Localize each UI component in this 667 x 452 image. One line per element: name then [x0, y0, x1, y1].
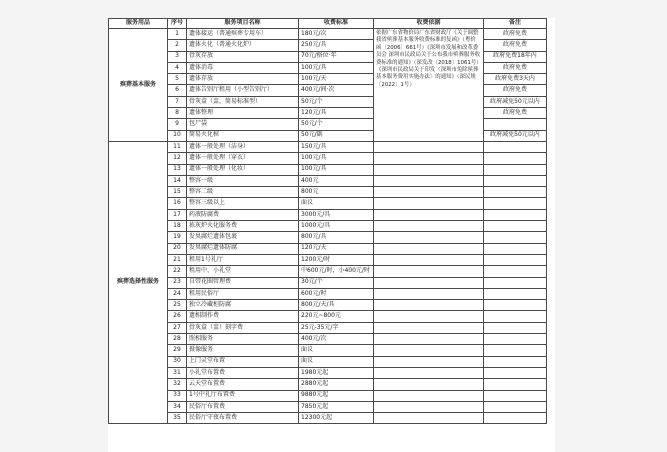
- fee-standard: 9880元起: [299, 390, 374, 401]
- service-name: 药液防腐费: [187, 209, 299, 220]
- table-row: [109, 29, 547, 40]
- row-number: 31: [168, 367, 187, 378]
- fee-basis-empty: [374, 401, 484, 412]
- table-row: [109, 379, 547, 390]
- fee-basis-text: 依据广东省物价局广东省财政厅《关于调整我省殡葬基本服务收费标准的复函》（粤价函〔2006〕661号）《深圳市发展和改革委员会 深圳市民政局关于公布我市殡葬服务收费标准的通知》（深发改〔2018〕1061号）《深圳市民政局关于印发〈深圳市免除殡葬基本服务费用实施办法〉的通知》（深民规〔2022〕1号）: [374, 29, 484, 142]
- row-number: 32: [168, 379, 187, 390]
- remark: [484, 345, 547, 356]
- fee-standard: 400元/间·次: [299, 85, 374, 96]
- remark: [484, 119, 547, 130]
- fee-standard: 50元/个: [299, 119, 374, 130]
- remark: [484, 367, 547, 378]
- row-number: 30: [168, 356, 187, 367]
- row-number: 3: [168, 51, 187, 62]
- service-name: 照相服务: [187, 334, 299, 345]
- remark: [484, 187, 547, 198]
- fee-standard: 180元/次: [299, 29, 374, 40]
- table-row: [109, 277, 547, 288]
- fee-standard: 100元/具: [299, 164, 374, 175]
- table-row: [109, 334, 547, 345]
- fee-table: [108, 18, 547, 424]
- row-number: 7: [168, 96, 187, 107]
- service-name: 租用民俗厅: [187, 288, 299, 299]
- service-name: 遗体一般处理（化妆）: [187, 164, 299, 175]
- row-number: 9: [168, 119, 187, 130]
- row-number: 25: [168, 300, 187, 311]
- service-name: 遗体一般处理（洁身）: [187, 141, 299, 152]
- fee-standard: 1200元/时: [299, 254, 374, 265]
- remark: [484, 266, 547, 277]
- remark: [484, 221, 547, 232]
- fee-standard: 150元/具: [299, 141, 374, 152]
- fee-standard: 120元/具: [299, 108, 374, 119]
- service-name: 遗体接运（普通殡葬专用车）: [187, 29, 299, 40]
- service-name: 遗体存放: [187, 74, 299, 85]
- row-number: 18: [168, 221, 187, 232]
- service-name: 整容二级: [187, 187, 299, 198]
- remark: [484, 311, 547, 322]
- service-name: 遗体一般处理（穿衣）: [187, 153, 299, 164]
- fee-standard: 1000元/具: [299, 221, 374, 232]
- fee-standard: 面议: [299, 198, 374, 209]
- remark: [484, 198, 547, 209]
- service-name: 独立冷藏柜防腐: [187, 300, 299, 311]
- fee-standard: 面议: [299, 345, 374, 356]
- remark: [484, 243, 547, 254]
- fee-basis-empty: [374, 390, 484, 401]
- remark: [484, 300, 547, 311]
- fee-standard: 2880元起: [299, 379, 374, 390]
- row-number: 33: [168, 390, 187, 401]
- fee-basis-empty: [374, 232, 484, 243]
- fee-basis-empty: [374, 254, 484, 265]
- fee-standard: 12300元起: [299, 413, 374, 424]
- row-number: 11: [168, 141, 187, 152]
- table-row: [109, 390, 547, 401]
- service-name: 遗体消毒: [187, 62, 299, 73]
- fee-basis-empty: [374, 334, 484, 345]
- row-number: 34: [168, 401, 187, 412]
- remark: [484, 379, 547, 390]
- fee-basis-empty: [374, 266, 484, 277]
- remark: 政府免费: [484, 108, 547, 119]
- fee-basis-empty: [374, 356, 484, 367]
- fee-basis-empty: [374, 288, 484, 299]
- service-name: 遗体火化（普通火化炉）: [187, 40, 299, 51]
- header-service-name: 服务项目名称: [187, 19, 299, 29]
- header-fee-standard: 收费标准: [299, 19, 374, 29]
- fee-table-sheet: [108, 18, 555, 452]
- row-number: 26: [168, 311, 187, 322]
- category-optional-services: 殡葬选择性服务: [109, 141, 168, 423]
- fee-standard: 50元/个: [299, 96, 374, 107]
- remark: [484, 277, 547, 288]
- table-row: [109, 345, 547, 356]
- category-basic-services: 殡葬基本服务: [109, 29, 168, 142]
- service-name: 发臭腐烂遗体防腐: [187, 243, 299, 254]
- table-row: [109, 401, 547, 412]
- table-row: [109, 141, 547, 152]
- fee-basis-empty: [374, 175, 484, 186]
- fee-standard: 800元: [299, 187, 374, 198]
- row-number: 27: [168, 322, 187, 333]
- fee-basis-empty: [374, 345, 484, 356]
- service-name: 骨灰存放: [187, 51, 299, 62]
- table-row: [109, 164, 547, 175]
- fee-standard: 250元/具: [299, 40, 374, 51]
- service-name: 租用中、小礼堂: [187, 266, 299, 277]
- fee-standard: 800元/具: [299, 232, 374, 243]
- remark: [484, 288, 547, 299]
- fee-basis-empty: [374, 153, 484, 164]
- table-row: [109, 266, 547, 277]
- service-name: 小礼堂布置费: [187, 367, 299, 378]
- row-number: 21: [168, 254, 187, 265]
- fee-basis-empty: [374, 311, 484, 322]
- remark: [484, 254, 547, 265]
- header-number: 序号: [168, 19, 187, 29]
- fee-standard: 100元/具: [299, 153, 374, 164]
- table-row: [109, 367, 547, 378]
- service-name: 自带花圈管理费: [187, 277, 299, 288]
- fee-basis-empty: [374, 300, 484, 311]
- fee-standard: 600元/时: [299, 288, 374, 299]
- service-name: 上门灵堂布置: [187, 356, 299, 367]
- table-row: [109, 243, 547, 254]
- fee-basis-empty: [374, 243, 484, 254]
- fee-basis-empty: [374, 198, 484, 209]
- service-name: 摄像服务: [187, 345, 299, 356]
- row-number: 2: [168, 40, 187, 51]
- remark: 政府免费: [484, 85, 547, 96]
- service-name: 简易火化棺: [187, 130, 299, 141]
- table-row: [109, 322, 547, 333]
- service-name: 整容一级: [187, 175, 299, 186]
- service-name: 民俗厅守夜布置费: [187, 413, 299, 424]
- table-row: [109, 221, 547, 232]
- service-name: 包尸袋: [187, 119, 299, 130]
- fee-basis-empty: [374, 277, 484, 288]
- service-name: 拣灰炉火化服务费: [187, 221, 299, 232]
- table-header-row: [109, 19, 547, 29]
- table-row: [109, 232, 547, 243]
- row-number: 8: [168, 108, 187, 119]
- row-number: 20: [168, 243, 187, 254]
- table-row: [109, 187, 547, 198]
- table-row: [109, 311, 547, 322]
- remark: [484, 209, 547, 220]
- remark: [484, 153, 547, 164]
- fee-standard: 3000元/具: [299, 209, 374, 220]
- service-name: 发臭腐烂遗体包裹: [187, 232, 299, 243]
- fee-basis-empty: [374, 164, 484, 175]
- remark: 政府免费: [484, 62, 547, 73]
- fee-standard: 800元/天/具: [299, 300, 374, 311]
- table-row: [109, 209, 547, 220]
- fee-standard: 中600元/时，小400元/时: [299, 266, 374, 277]
- fee-standard: 50元/副: [299, 130, 374, 141]
- service-name: 遗体整理: [187, 108, 299, 119]
- fee-standard: 400元/次: [299, 334, 374, 345]
- row-number: 28: [168, 334, 187, 345]
- remark: [484, 164, 547, 175]
- fee-basis-empty: [374, 187, 484, 198]
- row-number: 4: [168, 62, 187, 73]
- remark: [484, 175, 547, 186]
- fee-standard: 25元-35元/字: [299, 322, 374, 333]
- table-row: [109, 413, 547, 424]
- fee-basis-empty: [374, 221, 484, 232]
- service-name: 租用1号礼厅: [187, 254, 299, 265]
- remark: [484, 356, 547, 367]
- fee-standard: 100元/天: [299, 74, 374, 85]
- remark: [484, 401, 547, 412]
- fee-standard: 100元/具: [299, 62, 374, 73]
- remark: [484, 141, 547, 152]
- service-name: 民俗厅布置费: [187, 401, 299, 412]
- remark: 政府减免50元以内: [484, 96, 547, 107]
- fee-basis-empty: [374, 379, 484, 390]
- fee-basis-empty: [374, 322, 484, 333]
- fee-standard: 70元/格位·年: [299, 51, 374, 62]
- row-number: 5: [168, 74, 187, 85]
- row-number: 17: [168, 209, 187, 220]
- row-number: 23: [168, 277, 187, 288]
- remark: [484, 413, 547, 424]
- table-row: [109, 254, 547, 265]
- fee-standard: 1980元起: [299, 367, 374, 378]
- row-number: 12: [168, 153, 187, 164]
- remark: 政府免费3天内: [484, 74, 547, 85]
- row-number: 22: [168, 266, 187, 277]
- fee-standard: 30元/个: [299, 277, 374, 288]
- remark: [484, 390, 547, 401]
- remark: [484, 322, 547, 333]
- table-row: [109, 153, 547, 164]
- table-row: [109, 356, 547, 367]
- header-remarks: 备注: [484, 19, 547, 29]
- table-row: [109, 175, 547, 186]
- table-row: [109, 198, 547, 209]
- row-number: 15: [168, 187, 187, 198]
- fee-basis-empty: [374, 141, 484, 152]
- row-number: 19: [168, 232, 187, 243]
- table-row: [109, 300, 547, 311]
- header-fee-basis: 收费依据: [374, 19, 484, 29]
- table-body: [109, 29, 547, 424]
- service-name: 骨灰盒（盅，简易标准型）: [187, 96, 299, 107]
- row-number: 10: [168, 130, 187, 141]
- fee-standard: 面议: [299, 356, 374, 367]
- row-number: 14: [168, 175, 187, 186]
- fee-basis-empty: [374, 209, 484, 220]
- row-number: 13: [168, 164, 187, 175]
- service-name: 整容三级以上: [187, 198, 299, 209]
- header-category: 服务用品: [109, 19, 168, 29]
- fee-standard: 220元~800元: [299, 311, 374, 322]
- remark: [484, 232, 547, 243]
- fee-standard: 7850元起: [299, 401, 374, 412]
- remark: 政府免费18年内: [484, 51, 547, 62]
- service-name: 骨灰盒（盅）刻字费: [187, 322, 299, 333]
- service-name: 遗相制作费: [187, 311, 299, 322]
- service-name: 遗体告别厅租用（小型告别厅）: [187, 85, 299, 96]
- remark: [484, 334, 547, 345]
- row-number: 29: [168, 345, 187, 356]
- remark: 政府减免50元以内: [484, 130, 547, 141]
- table-row: [109, 288, 547, 299]
- row-number: 16: [168, 198, 187, 209]
- row-number: 24: [168, 288, 187, 299]
- fee-basis-empty: [374, 367, 484, 378]
- remark: 政府免费: [484, 29, 547, 40]
- row-number: 6: [168, 85, 187, 96]
- fee-standard: 120元/天: [299, 243, 374, 254]
- service-name: 云天堂布置费: [187, 379, 299, 390]
- row-number: 35: [168, 413, 187, 424]
- row-number: 1: [168, 29, 187, 40]
- service-name: 1号中礼厅布置费: [187, 390, 299, 401]
- remark: 政府免费: [484, 40, 547, 51]
- fee-standard: 400元: [299, 175, 374, 186]
- fee-basis-empty: [374, 413, 484, 424]
